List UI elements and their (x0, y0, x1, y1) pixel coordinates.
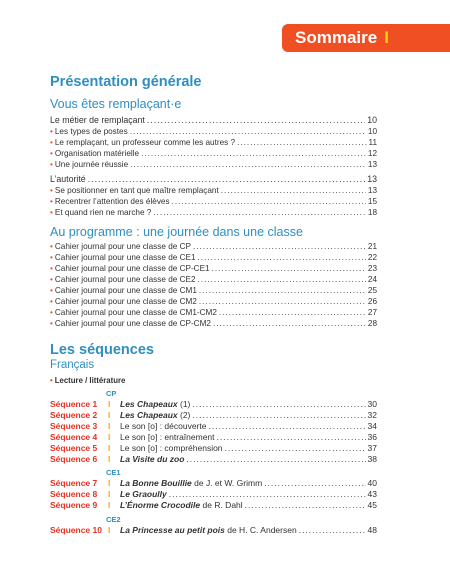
toc-entry-text: Cahier journal pour une classe de CP-CE1 (54, 264, 210, 273)
toc-entry[interactable]: • Recentrer l’attention des élèves ..... 15 (50, 197, 377, 206)
toc-entry-text: Le métier de remplaçant (50, 115, 145, 125)
toc-entry-text: Le remplaçant, un professeur comme les autres ? (54, 138, 236, 147)
toc-entry-page: 21 (367, 242, 377, 251)
toc-entry[interactable]: • Cahier journal pour une classe de CM2 ..... 26 (50, 297, 377, 306)
toc-entry-page: 26 (367, 297, 377, 306)
toc-entry[interactable]: • Cahier journal pour une classe de CP ..... 21 (50, 242, 377, 251)
sequence-title: Le Graoully (120, 489, 167, 499)
toc-entry[interactable]: • Une journée réussie ..... 13 (50, 160, 377, 169)
toc-entry[interactable]: • Cahier journal pour une classe de CE1 ..... 22 (50, 253, 377, 262)
sequence-rest: de J. et W. Grimm (191, 478, 263, 488)
grade-label-ce2: CE2 (106, 515, 121, 524)
sequence-rest: Le son [o] : compréhension (120, 443, 223, 453)
toc-entry-text: Recentrer l’attention des élèves (54, 197, 170, 206)
toc-entry-text: Organisation matérielle (54, 149, 140, 158)
sequence-page: 38 (367, 454, 377, 464)
toc-entry-page: 13 (367, 186, 377, 195)
sequence-page: 37 (367, 443, 377, 453)
toc-entry[interactable]: • Cahier journal pour une classe de CE2 ..... 24 (50, 275, 377, 284)
toc-entry-text: Et quand rien ne marche ? (54, 208, 152, 217)
title-bar-mark: I (384, 28, 389, 47)
sequence-page: 34 (367, 421, 377, 431)
toc-entry[interactable]: • Organisation matérielle ..... 12 (50, 149, 377, 158)
grade-label-ce1: CE1 (106, 468, 121, 477)
sequence-label: Séquence 3 (50, 421, 98, 431)
toc-entry[interactable]: • Le remplaçant, un professeur comme les autres ? ..... 11 (50, 138, 377, 147)
toc-entry-text: L’autorité (50, 174, 86, 184)
toc-entry-page: 25 (367, 286, 377, 295)
sequence-page: 32 (367, 410, 377, 420)
toc-entry[interactable]: • Cahier journal pour une classe de CM1 ..... 25 (50, 286, 377, 295)
sequence-entry[interactable]: Séquence 3 I Le son [o] : découverte ..... 34 (50, 421, 377, 431)
sequence-page: 43 (367, 489, 377, 499)
sequence-title: L’Énorme Crocodile (120, 500, 201, 510)
sequence-label: Séquence 6 (50, 454, 98, 464)
section-title-presentation: Présentation générale (50, 74, 202, 90)
toc-entry-page: 13 (367, 160, 377, 169)
sequence-title: La Princesse au petit pois (120, 525, 225, 535)
sequence-entry[interactable]: Séquence 2 I Les Chapeaux (2) ..... 32 (50, 410, 377, 420)
strand-label: • Lecture / littérature (50, 376, 126, 385)
sequence-label: Séquence 5 (50, 443, 98, 453)
sequence-label: Séquence 4 (50, 432, 98, 442)
toc-entry-text: Cahier journal pour une classe de CE1 (54, 253, 196, 262)
sequence-entry[interactable]: Séquence 8 I Le Graoully ..... 43 (50, 489, 377, 499)
toc-entry-page: 13 (367, 174, 377, 184)
toc-entry[interactable] (50, 115, 377, 125)
sequence-page: 40 (367, 478, 377, 488)
toc-entry[interactable]: • Cahier journal pour une classe de CM1-CM2 ..... 27 (50, 308, 377, 317)
toc-entry[interactable]: • Les types de postes ..... 10 (50, 127, 377, 136)
toc-entry-text: Cahier journal pour une classe de CP-CM2 (54, 319, 211, 328)
toc-entry-text: Se positionner en tant que maître remplaçant (54, 186, 219, 195)
toc-entry[interactable]: • Se positionner en tant que maître remplaçant ..... 13 (50, 186, 377, 195)
toc-entry-text: Cahier journal pour une classe de CE2 (54, 275, 196, 284)
sequence-rest: Le son [o] : entraînement (120, 432, 215, 442)
toc-entry[interactable]: • Cahier journal pour une classe de CP-CE1 ..... 23 (50, 264, 377, 273)
sequence-page: 48 (367, 525, 377, 535)
toc-entry-page: 22 (367, 253, 377, 262)
toc-entry-text: Les types de postes (54, 127, 128, 136)
toc-entry-page: 11 (368, 138, 377, 147)
sequence-label: Séquence 8 (50, 489, 98, 499)
toc-entry-text: Cahier journal pour une classe de CM1 (54, 286, 197, 295)
toc-entry-text: Cahier journal pour une classe de CP (54, 242, 191, 251)
sequence-rest: (2) (177, 410, 191, 420)
toc-entry-page: 10 (367, 115, 377, 125)
sequence-entry[interactable]: Séquence 5 I Le son [o] : compréhension ..... 37 (50, 443, 377, 453)
toc-entry-page: 10 (367, 127, 377, 136)
toc-entry-text: Cahier journal pour une classe de CM2 (54, 297, 197, 306)
toc-entry-page: 15 (367, 197, 377, 206)
sequence-entry[interactable]: Séquence 7 I La Bonne Bouillie de J. et W. Grimm ..... 40 (50, 478, 377, 488)
sequence-page: 36 (367, 432, 377, 442)
toc-entry-page: 27 (367, 308, 377, 317)
sequence-page: 45 (367, 500, 377, 510)
toc-entry[interactable] (50, 174, 377, 184)
sequence-label: Séquence 10 (50, 525, 102, 535)
sequence-rest: de H. C. Andersen (224, 525, 297, 535)
toc-entry[interactable]: • Et quand rien ne marche ? ..... 18 (50, 208, 377, 217)
grade-label-cp: CP (106, 389, 117, 398)
sequence-rest: Le son [o] : découverte (120, 421, 207, 431)
sequence-entry[interactable]: Séquence 1 I Les Chapeaux (1) ..... 30 (50, 399, 377, 409)
sequence-rest: de R. Dahl (200, 500, 243, 510)
sequence-rest: (1) (177, 399, 191, 409)
sequence-title: Les Chapeaux (120, 399, 178, 409)
sequence-entry[interactable]: Séquence 9 I L’Énorme Crocodile de R. Dahl ..... 45 (50, 500, 377, 510)
toc-entry-page: 23 (367, 264, 377, 273)
toc-entry-page: 12 (367, 149, 377, 158)
subsection-title-remplacant: Vous êtes remplaçant·e (50, 97, 182, 111)
sequence-entry[interactable]: Séquence 10 I La Princesse au petit pois de H. C. Andersen ..... 48 (50, 525, 377, 535)
sequence-title: La Bonne Bouillie (120, 478, 192, 488)
sequence-entry[interactable]: Séquence 6 I La Visite du zoo ..... 38 (50, 454, 377, 464)
sequence-entry[interactable]: Séquence 4 I Le son [o] : entraînement ..... 36 (50, 432, 377, 442)
toc-entry-text: Une journée réussie (54, 160, 129, 169)
page-title: Sommaire (295, 28, 378, 47)
toc-entry-page: 24 (367, 275, 377, 284)
toc-entry-page: 28 (367, 319, 377, 328)
sequence-label: Séquence 2 (50, 410, 98, 420)
toc-entry-page: 18 (367, 208, 377, 217)
toc-entry-text: Cahier journal pour une classe de CM1-CM2 (54, 308, 217, 317)
sequence-label: Séquence 1 (50, 399, 98, 409)
sequence-label: Séquence 9 (50, 500, 98, 510)
subsection-title-programme: Au programme : une journée dans une classe (50, 225, 303, 239)
sequence-label: Séquence 7 (50, 478, 98, 488)
subject-title: Français (50, 359, 95, 371)
sommaire-tab (282, 24, 450, 52)
sequence-title: La Visite du zoo (120, 454, 185, 464)
sequence-page: 30 (367, 399, 377, 409)
toc-entry[interactable]: • Cahier journal pour une classe de CP-CM2 ..... 28 (50, 319, 377, 328)
section-title-sequences: Les séquences (50, 342, 154, 358)
sequence-title: Les Chapeaux (120, 410, 178, 420)
